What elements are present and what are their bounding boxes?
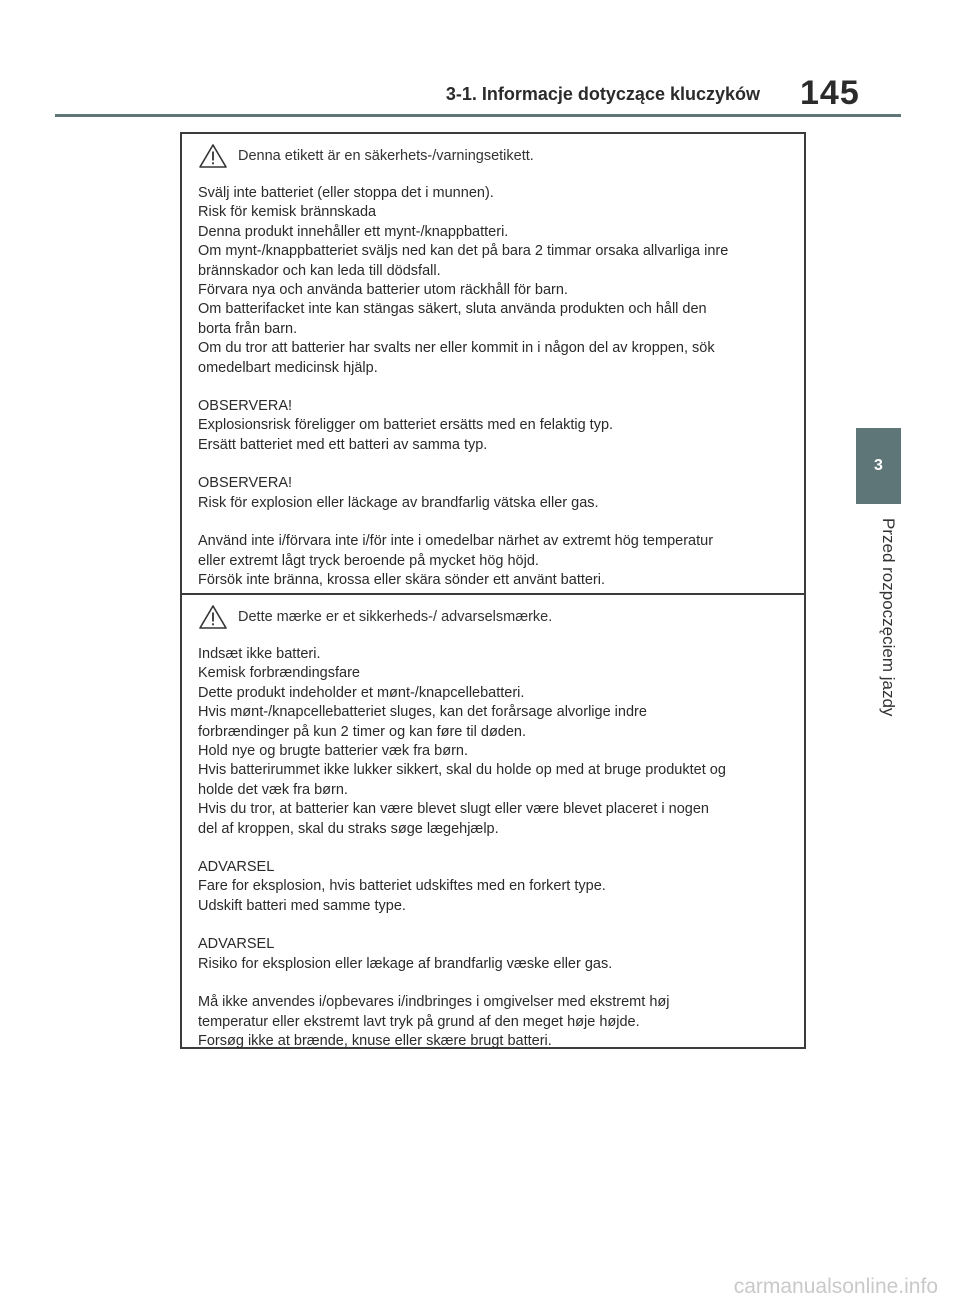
paragraph-gap <box>198 513 790 532</box>
text-line: ADVARSEL <box>198 936 275 953</box>
danish-warning-text <box>198 645 790 1051</box>
chapter-label: Przed rozpoczęciem jazdy <box>879 518 898 717</box>
text-line: Hold nye og brugte batterier væk fra børn. <box>198 743 468 760</box>
paragraph-gap <box>198 455 790 474</box>
text-line: Om batterifacket inte kan stängas säkert, sluta använda produkten och håll den <box>198 301 707 318</box>
paragraph-gap <box>198 378 790 397</box>
text-line: Om mynt-/knappbatteriet sväljs ned kan det på bara 2 timmar orsaka allvarliga inre <box>198 243 729 260</box>
text-line: Risiko for eksplosion eller lækage af brandfarlig væske eller gas. <box>198 955 613 972</box>
text-line: Ersätt batteriet med ett batteri av samma typ. <box>198 436 488 453</box>
text-line: Fare for eksplosion, hvis batteriet udskiftes med en forkert type. <box>198 878 606 895</box>
text-line: Försök inte bränna, krossa eller skära sönder ett använt batteri. <box>198 571 606 588</box>
text-line: borta från barn. <box>198 320 298 337</box>
paragraph-gap <box>198 839 790 858</box>
text-line: Denna produkt innehåller ett mynt-/knappbatteri. <box>198 223 509 240</box>
text-line: Risk för explosion eller läckage av brandfarlig vätska eller gas. <box>198 494 599 511</box>
text-line: OBSERVERA! <box>198 475 293 492</box>
watermark: carmanualsonline.info <box>733 1275 938 1298</box>
danish-warning-section <box>182 593 804 1047</box>
swedish-warning-text <box>198 184 790 590</box>
text-line: Om du tror att batterier har svalts ner eller kommit in i någon del av kroppen, sök <box>198 340 715 357</box>
text-line: Förvara nya och använda batterier utom räckhåll för barn. <box>198 282 568 299</box>
text-line: Indsæt ikke batteri. <box>198 646 321 662</box>
swedish-warning-header <box>198 142 790 170</box>
text-line: brännskador och kan leda till dödsfall. <box>198 262 441 279</box>
text-line: temperatur eller ekstremt lavt tryk på grund af den meget høje højde. <box>198 1013 640 1030</box>
text-line: Använd inte i/förvara inte i/för inte i omedelbar närhet av extremt hög temperatur <box>198 533 714 550</box>
warning-triangle-icon <box>198 143 228 169</box>
page-number: 145 <box>800 74 860 112</box>
text-line: Risk för kemisk brännskada <box>198 204 377 221</box>
paragraph-gap <box>198 974 790 993</box>
text-line: Forsøg ikke at brænde, knuse eller skære brugt batteri. <box>198 1032 552 1049</box>
chapter-tab[interactable] <box>856 428 901 504</box>
text-line: ADVARSEL <box>198 859 275 876</box>
text-line: Kemisk forbrændingsfare <box>198 665 360 682</box>
text-line: holde det væk fra børn. <box>198 781 348 798</box>
battery-warning-label <box>180 132 806 1049</box>
text-line: Explosionsrisk föreligger om batteriet ersätts med en felaktig typ. <box>198 417 614 434</box>
text-line: del af kroppen, skal du straks søge lægehjælp. <box>198 820 499 837</box>
text-line: Svälj inte batteriet (eller stoppa det i munnen). <box>198 185 494 201</box>
paragraph-gap <box>198 916 790 935</box>
text-line: Må ikke anvendes i/opbevares i/indbringes i omgivelser med ekstremt høj <box>198 994 670 1011</box>
text-line: Hvis batterirummet ikke lukker sikkert, skal du holde op med at bruge produktet og <box>198 762 726 779</box>
warning-triangle-icon <box>198 604 228 630</box>
header-divider <box>55 114 901 117</box>
danish-warning-header <box>198 603 790 631</box>
section-title: 3-1. Informacje dotyczące kluczyków <box>445 84 760 104</box>
chapter-number: 3 <box>874 457 883 474</box>
swedish-warning-section <box>182 134 804 593</box>
text-line: omedelbart medicinsk hjälp. <box>198 359 378 376</box>
text-line: Hvis mønt-/knapcellebatteriet sluges, kan det forårsage alvorlige indre <box>198 704 647 721</box>
text-line: eller extremt lågt tryck beroende på mycket hög höjd. <box>198 552 539 569</box>
text-line: Udskift batteri med samme type. <box>198 897 406 914</box>
text-line: Dette produkt indeholder et mønt-/knapcellebatteri. <box>198 684 525 701</box>
text-line: OBSERVERA! <box>198 398 293 415</box>
swedish-warning-title: Denna etikett är en säkerhets-/varningsetikett. <box>238 148 534 164</box>
text-line: forbrændinger på kun 2 timer og kan føre til døden. <box>198 723 527 740</box>
text-line: Hvis du tror, at batterier kan være blevet slugt eller være blevet placeret i nogen <box>198 801 709 818</box>
danish-warning-title: Dette mærke er et sikkerheds-/ advarselsmærke. <box>238 609 553 625</box>
